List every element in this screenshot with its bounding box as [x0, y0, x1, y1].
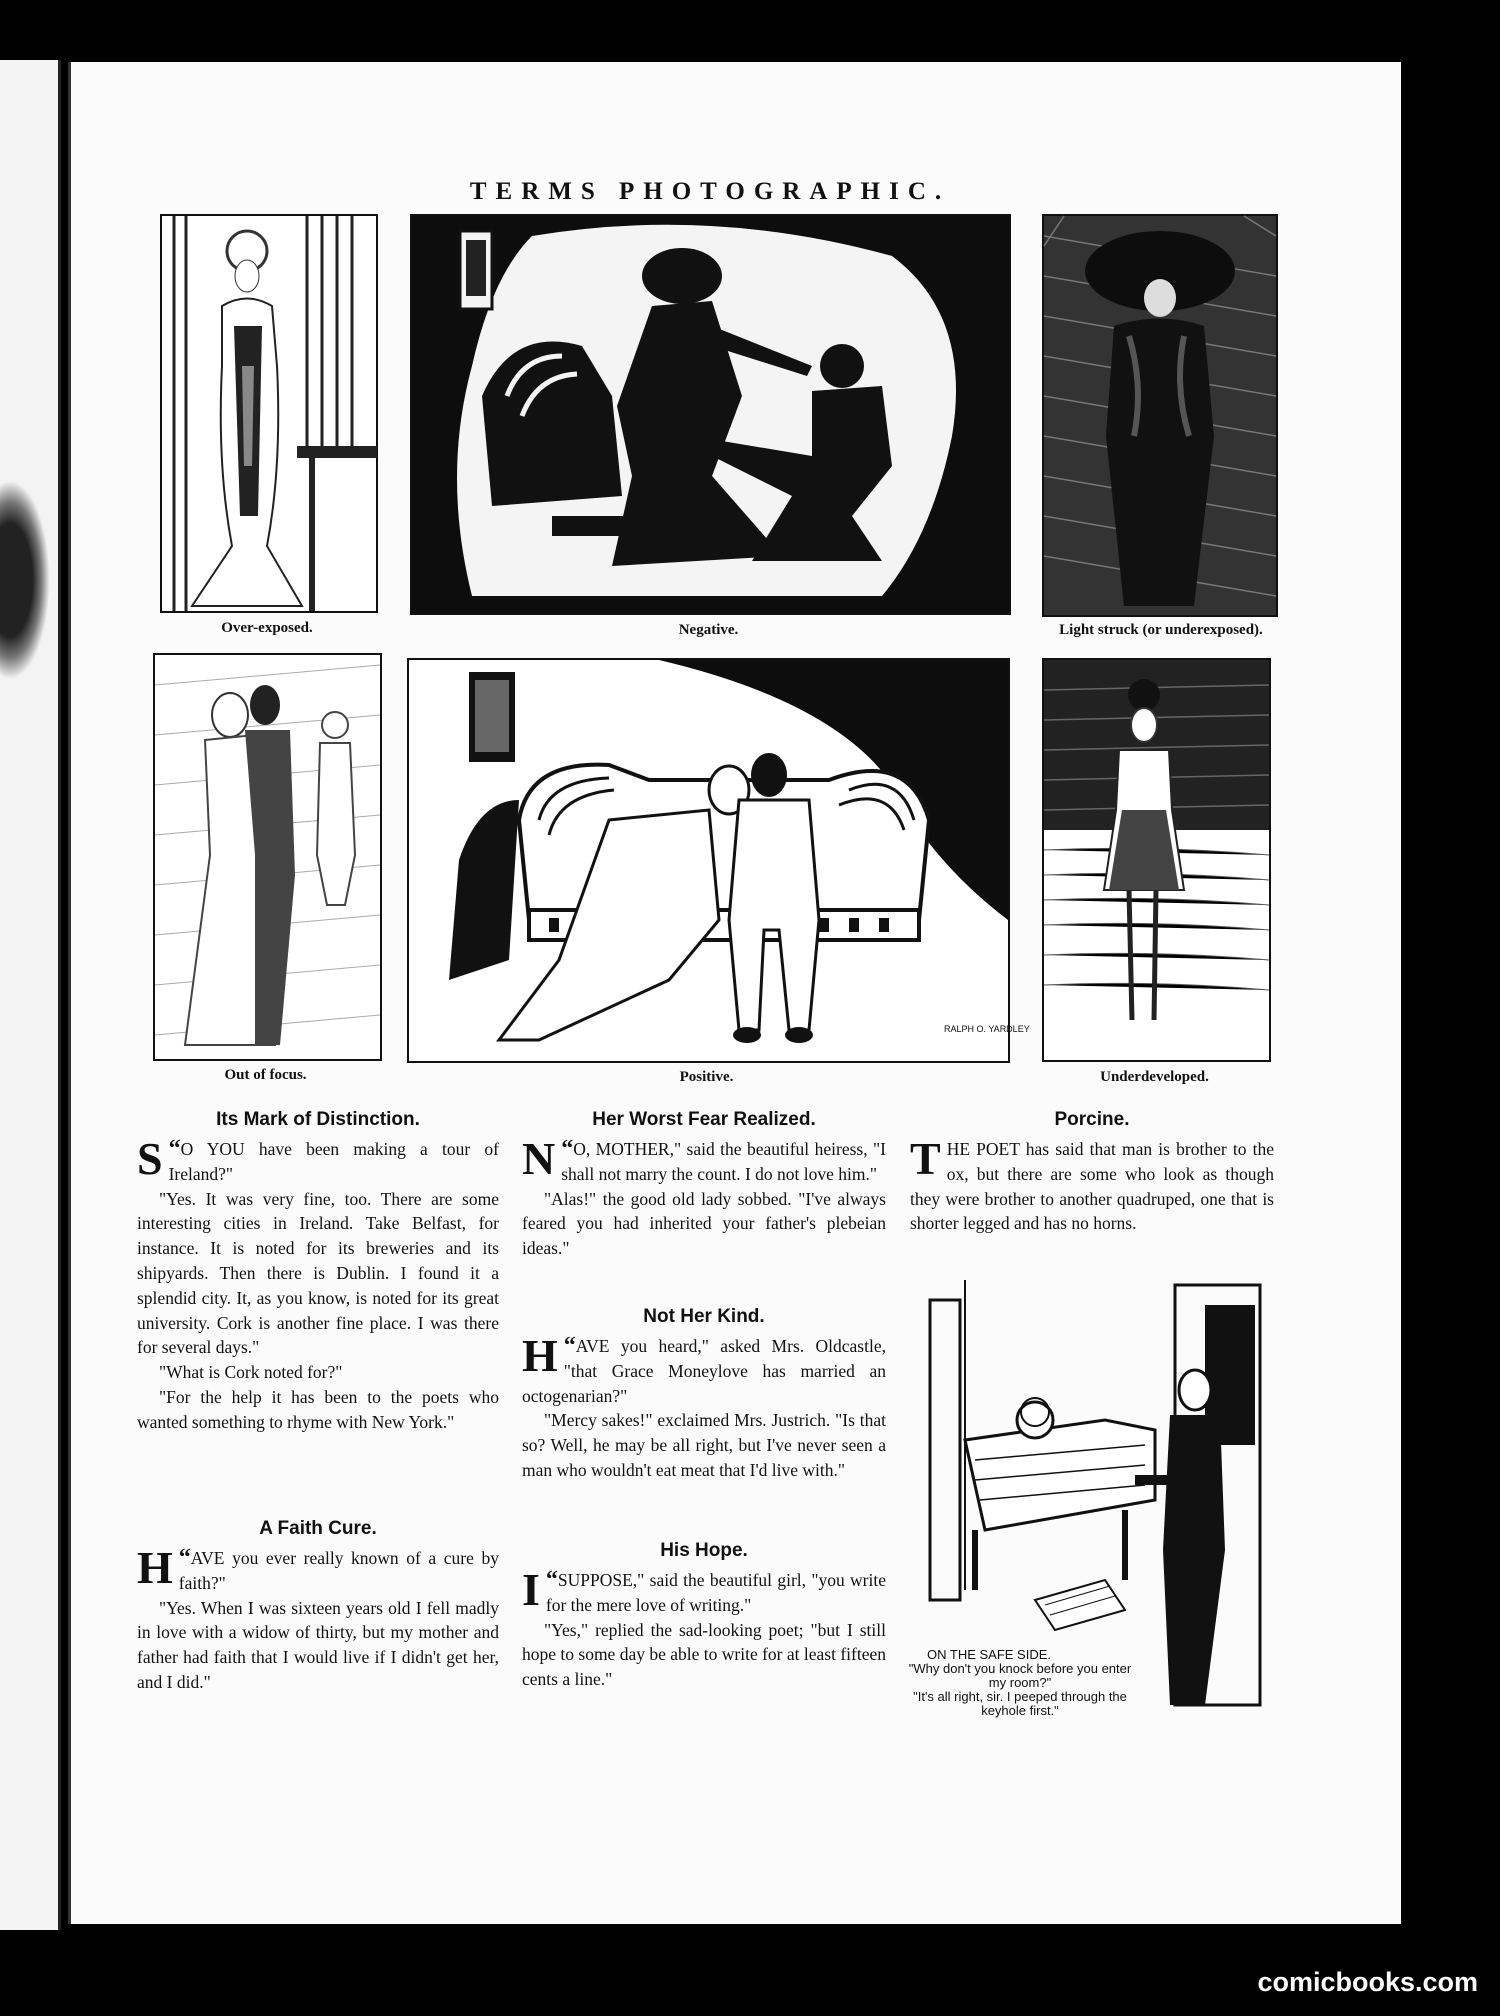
- illustration-underdeveloped: [1042, 658, 1271, 1062]
- illustration-light-struck: [1042, 214, 1278, 617]
- article-his-hope: “ I SUPPOSE," said the beautiful girl, "you write for the mere love of writing." "Yes," replied the sad-looking poet; "but I still hope to some day be able to write for at least fifteen cents a line.": [522, 1564, 886, 1690]
- article-a-faith-cure: “ H AVE you ever really known of a cure by faith?" "Yes. When I was sixteen years old I fell madly in love with a widow of thirty, but my mother and father had faith that I would live if I didn't get her, and I did.": [137, 1542, 499, 1692]
- article-her-worst-fear-realized: “ N O, MOTHER," said the beautiful heiress, "I shall not marry the count. I do not love him." "Alas!" the good old lady sobbed. "I've always feared you had inherited your father's plebeian ideas.": [522, 1133, 886, 1259]
- heading-its-mark-of-distinction: Its Mark of Distinction.: [216, 1109, 420, 1130]
- illustration-over-exposed: [160, 214, 378, 613]
- cartoon-caption: ON THE SAFE SIDE. "Why don't you knock before you enter my room?" "It's all right, sir. I peeped through the keyhole first.": [905, 1648, 1135, 1718]
- article-not-her-kind: “ H AVE you heard," asked Mrs. Oldcastle, "that Grace Moneylove has married an octogenarian?" "Mercy sakes!" exclaimed Mrs. Justrich. "Is that so? Well, he may be all right, but I've never seen a man who wouldn't eat meat that I'd live with.": [522, 1330, 886, 1480]
- watermark: comicbooks.com: [1257, 1967, 1478, 1997]
- article-porcine: THE POET has said that man is brother to the ox, but there are some who look as though they were brother to another quadruped, one that is shorter legged and has no horns.: [910, 1133, 1274, 1234]
- illustration-out-of-focus: [153, 653, 382, 1061]
- caption-underdeveloped: Underdeveloped.: [1100, 1069, 1209, 1085]
- artist-signature: RALPH O. YARDLEY: [944, 1024, 1030, 1034]
- heading-his-hope: His Hope.: [660, 1540, 748, 1561]
- heading-porcine: Porcine.: [1054, 1109, 1130, 1130]
- caption-over-exposed: Over-exposed.: [221, 620, 313, 636]
- page-title: TERMS PHOTOGRAPHIC.: [469, 178, 951, 205]
- drop-cap: I: [522, 1564, 540, 1615]
- drop-cap: H: [137, 1542, 173, 1593]
- caption-out-of-focus: Out of focus.: [224, 1067, 307, 1083]
- drop-cap: T: [910, 1133, 941, 1184]
- drop-cap: N: [522, 1133, 556, 1184]
- article-its-mark-of-distinction: “ S O YOU have been making a tour of Ireland?" "Yes. It was very fine, too. There are some interesting cities in Ireland. Take Belfast, for instance. It is noted for its breweries and its shipyards. Then there is Dublin. I found it a splendid city. It, as you know, is noted for its great university. Cork is another fine place. I was there for several days." "What is Cork noted for?" "For the help it has been to the poets who wanted something to rhyme with New York.": [137, 1133, 499, 1432]
- facing-page-edge: [0, 60, 61, 1930]
- caption-negative: Negative.: [678, 622, 739, 638]
- caption-positive: Positive.: [679, 1069, 734, 1085]
- heading-a-faith-cure: A Faith Cure.: [259, 1518, 377, 1539]
- illustration-negative: [410, 214, 1011, 615]
- heading-not-her-kind: Not Her Kind.: [643, 1306, 765, 1327]
- caption-light-struck: Light struck (or underexposed).: [1059, 622, 1263, 638]
- drop-cap: S: [137, 1133, 163, 1184]
- drop-cap: H: [522, 1330, 558, 1381]
- illustration-positive: [407, 658, 1030, 1063]
- heading-her-worst-fear-realized: Her Worst Fear Realized.: [592, 1109, 816, 1130]
- cartoon-title: ON THE SAFE SIDE.: [927, 1647, 1052, 1662]
